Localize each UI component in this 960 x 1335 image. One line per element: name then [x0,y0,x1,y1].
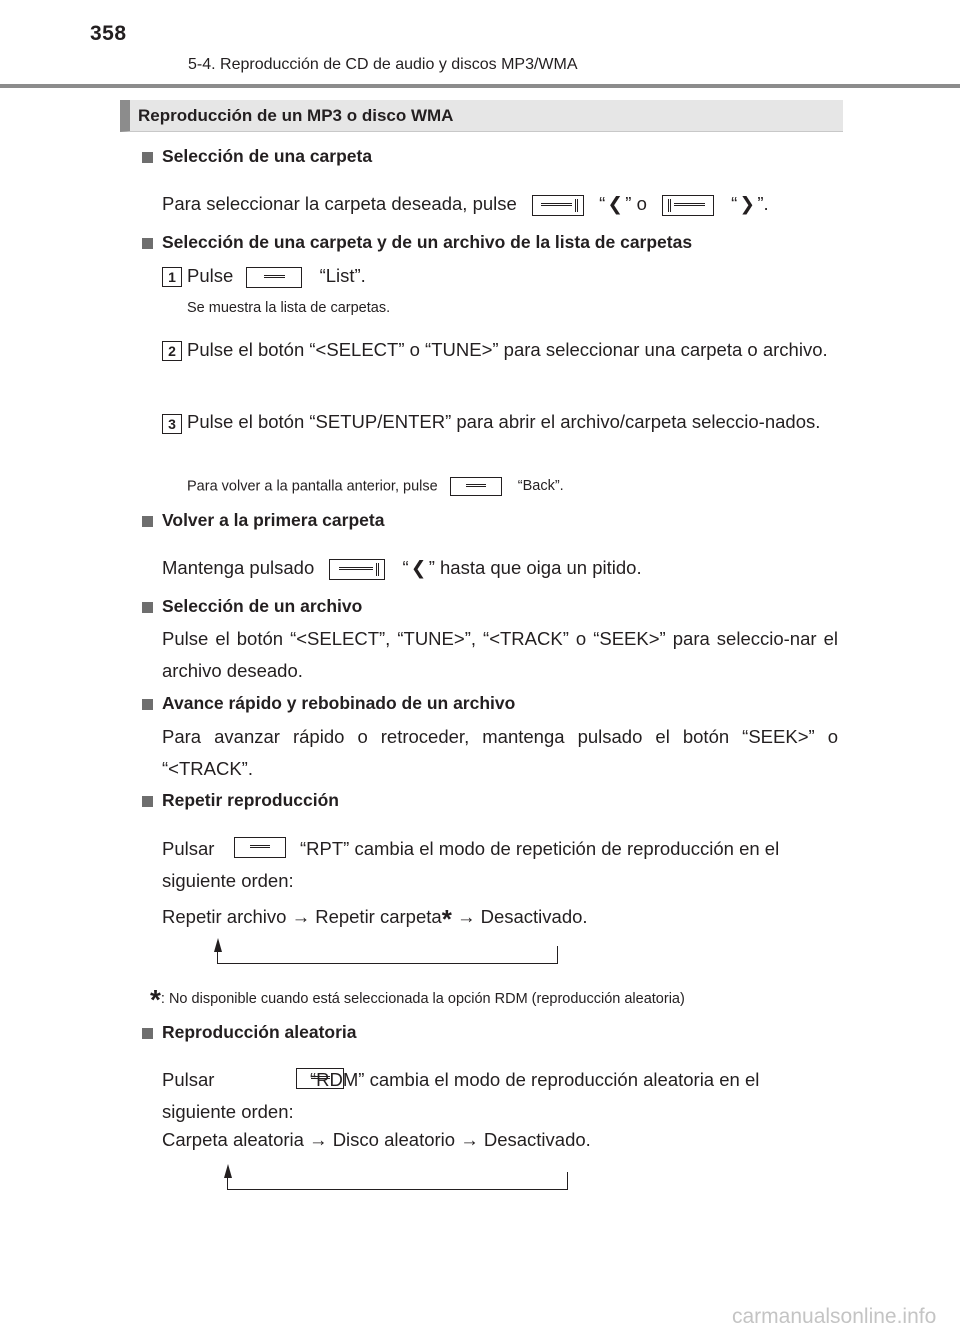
arrow-right-icon: → [291,906,311,927]
heading-first-folder: Volver a la primera carpeta [162,510,385,530]
watermark: carmanualsonline.info [732,1305,937,1328]
step-3-text: Pulse el botón “SETUP/ENTER” para abrir el archivo/carpeta seleccio-nados. [187,411,821,432]
repeat-text-a: Pulsar [162,838,215,859]
heading-fast-forward: Avance rápido y rebobinado de un archivo [162,693,516,713]
bullet-icon [142,152,153,163]
bullet-icon [142,516,153,527]
repeat-text-b-line2: siguiente orden: [162,870,294,891]
step-number-3: 3 [162,414,182,434]
section-heading-bar [120,100,843,132]
chevron-left-icon: ❮ [607,193,624,214]
bullet-icon [142,602,153,613]
footnote: *: No disponible cuando está seleccionada la opción RDM (reproducción aleatoria) [150,984,685,1015]
asterisk-icon: * [150,984,161,1015]
step-1-text: Pulse “List”. [187,265,366,286]
heading-list-select: Selección de una carpeta y de un archivo de la lista de carpetas [162,232,693,252]
bullet-icon [142,699,153,710]
bullet-icon [142,238,153,249]
folder-select-text-a: Para seleccionar la carpeta deseada, pulse [162,193,517,214]
random-text-b-line1: “RDM” cambia el modo de reproducción aleatoria en el [310,1069,760,1090]
heading-folder-select: Selección de una carpeta [162,146,373,166]
bullet-icon [142,796,153,807]
section-title: Reproducción de un MP3 o disco WMA [138,106,454,125]
step-2-text: Pulse el botón “<SELECT” o “TUNE>” para seleccionar una carpeta o archivo. [187,339,828,360]
page-number: 358 [90,22,127,45]
step-number-1: 1 [162,267,182,287]
note-list-shown: Se muestra la lista de carpetas. [187,300,391,316]
folder-down-button-icon [532,195,584,216]
heading-file-select: Selección de un archivo [162,596,363,616]
loop-bracket [217,946,558,964]
folder-down-button-icon [329,559,385,580]
random-text-b-line2: siguiente orden: [162,1101,294,1122]
back-button-icon [450,477,502,496]
file-select-text: Pulse el botón “<SELECT”, “TUNE>”, “<TRACK” o “SEEK>” para seleccio-nar el archivo deseado. [162,628,838,681]
rpt-button-icon [234,837,286,858]
random-sequence: Carpeta aleatoria → Disco aleatorio → Desactivado. [162,1129,591,1150]
folder-select-text: Para seleccionar la carpeta deseada, pulse “ ❮ ” o “ ❯ ”. [162,188,769,220]
fast-forward-text: Para avanzar rápido o retroceder, mantenga pulsado el botón “SEEK>” o “<TRACK”. [162,726,838,779]
bullet-icon [142,1028,153,1039]
list-button-icon [246,267,302,288]
chevron-right-icon: ❯ [739,193,756,214]
random-text-a: Pulsar [162,1069,215,1090]
chevron-left-icon: ❮ [410,557,427,578]
note-back: Para volver a la pantalla anterior, pulse “Back”. [187,478,564,495]
folder-up-button-icon [662,195,714,216]
step-number-2: 2 [162,341,182,361]
first-folder-text: Mantenga pulsado “ ❮ ” hasta que oiga un pitido. [162,552,642,584]
repeat-text-b-line1: “RPT” cambia el modo de repetición de reproducción en el [300,838,780,859]
arrow-right-icon: → [456,906,476,927]
heading-repeat: Repetir reproducción [162,790,339,810]
repeat-sequence: Repetir archivo → Repetir carpeta* → Desactivado. [162,904,588,934]
asterisk-icon: * [441,904,452,934]
chapter-title: 5-4. Reproducción de CD de audio y discos MP3/WMA [188,56,578,73]
loop-bracket [227,1172,568,1190]
header-divider [0,84,960,88]
heading-random: Reproducción aleatoria [162,1022,357,1042]
